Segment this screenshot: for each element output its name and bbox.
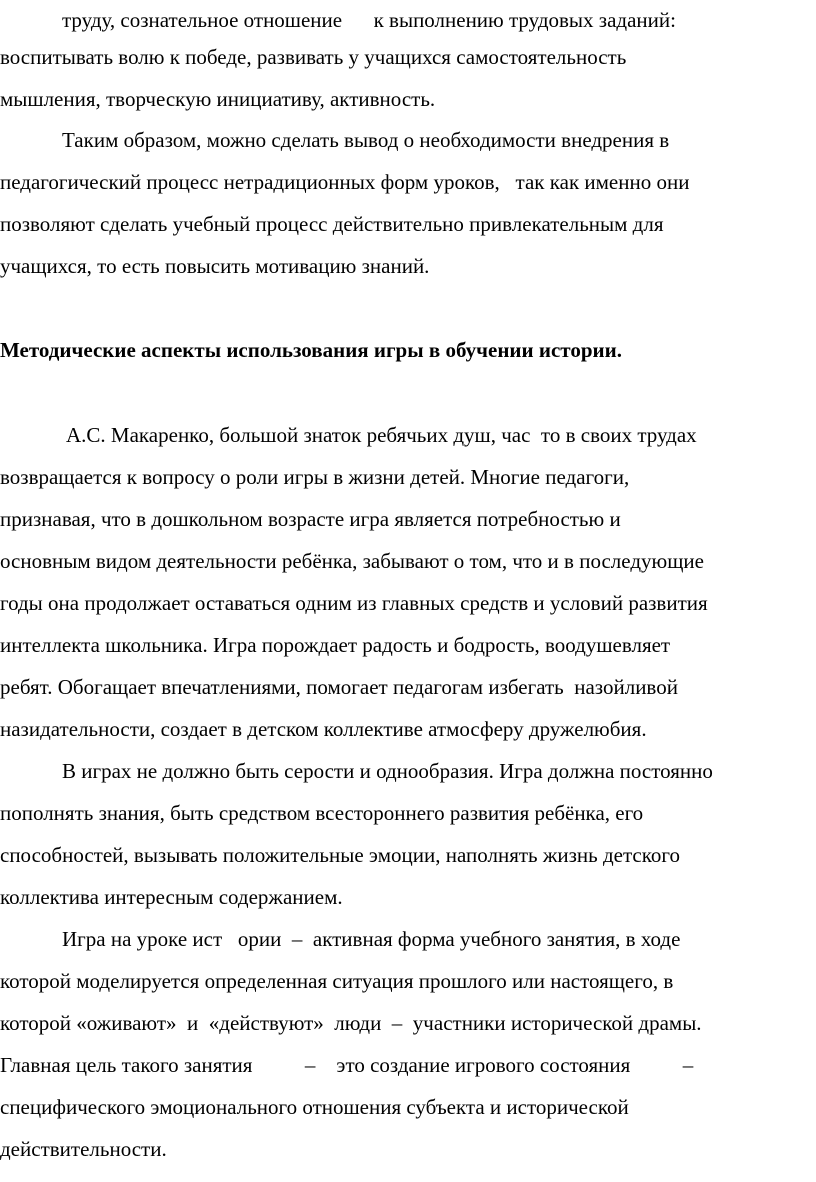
p5-line-1: Игра на уроке ист ории – активная форма учебного занятия, в ходе <box>62 927 681 951</box>
p2-line-1: Таким образом, можно сделать вывод о необходимости внедрения в <box>62 128 670 152</box>
p5-line-5: специфического эмоционального отношения субъекта и исторической <box>0 1095 629 1119</box>
p3-line-1: А.С. Макаренко, большой знаток ребячьих душ, час то в своих трудах <box>66 423 697 447</box>
p3-line-5: годы она продолжает оставаться одним из главных средств и условий развития <box>0 591 708 615</box>
p1-line-3: мышления, творческую инициативу, активность. <box>0 87 436 111</box>
p4-line-1: В играх не должно быть серости и однообразия. Игра должна постоянно <box>62 759 713 783</box>
p3-line-8: назидательности, создает в детском коллективе атмосферу дружелюбия. <box>0 717 647 741</box>
p1-line-2: воспитывать волю к победе, развивать у учащихся самостоятельность <box>0 45 627 69</box>
p4-line-3: способностей, вызывать положительные эмоции, наполнять жизнь детского <box>0 843 680 867</box>
p2-line-4: учащихся, то есть повысить мотивацию знаний. <box>0 254 430 278</box>
p2-line-2: педагогический процесс нетрадиционных форм уроков, так как именно они <box>0 170 690 194</box>
p3-line-2: возвращается к вопросу о роли игры в жизни детей. Многие педагоги, <box>0 465 630 489</box>
p3-line-7: ребят. Обогащает впечатлениями, помогает педагогам избегать назойливой <box>0 675 678 699</box>
section-heading: Методические аспекты использования игры в обучении истории. <box>0 338 622 362</box>
p3-line-3: признавая, что в дошкольном возрасте игра является потребностью и <box>0 507 621 531</box>
p4-line-4: коллектива интересным содержанием. <box>0 885 343 909</box>
p5-line-2: которой моделируется определенная ситуация прошлого или настоящего, в <box>0 969 674 993</box>
p3-line-4: основным видом деятельности ребёнка, забывают о том, что и в последующие <box>0 549 704 573</box>
p5-line-4: Главная цель такого занятия – это создание игрового состояния – <box>0 1053 694 1077</box>
p3-line-6: интеллекта школьника. Игра порождает радость и бодрость, воодушевляет <box>0 633 671 657</box>
p1-line-1: труду, сознательное отношение к выполнению трудовых заданий: <box>62 8 676 32</box>
p5-line-3: которой «оживают» и «действуют» люди – участники исторической драмы. <box>0 1011 702 1035</box>
p5-line-6: действительности. <box>0 1137 167 1161</box>
p2-line-3: позволяют сделать учебный процесс действительно привлекательным для <box>0 212 664 236</box>
p4-line-2: пополнять знания, быть средством всестороннего развития ребёнка, его <box>0 801 644 825</box>
